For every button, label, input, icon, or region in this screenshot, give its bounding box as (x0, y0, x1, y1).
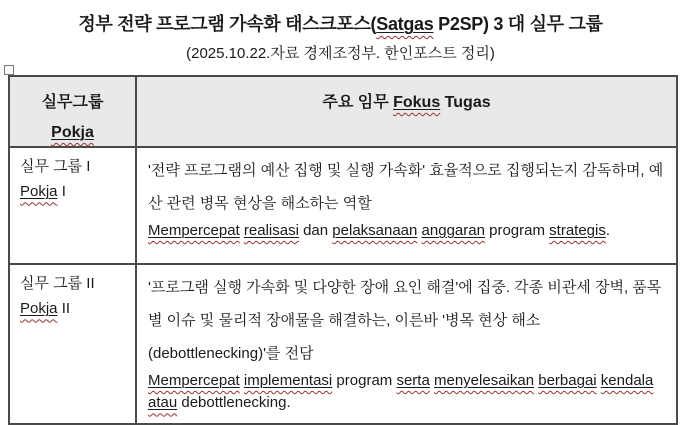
misspelled-word (51, 124, 94, 141)
misspelled-word-text: berbagai (538, 371, 597, 389)
text-run: '프로그램 실행 가속화 및 다양한 장애 요인 해결'에 집중. 각종 비관세 장벽, 품목별 이슈 및 물리적 장애물을 해결하는, 이른바 '병목 현상 해소(debottlenecking)'를 전담 (148, 278, 662, 362)
header-cell-working-group (9, 76, 136, 147)
paragraph (20, 296, 131, 322)
misspelled-word-text: Satgas (376, 14, 434, 34)
paragraph (148, 370, 668, 415)
misspelled-word-text: anggaran (421, 221, 485, 239)
paragraph (20, 179, 131, 205)
misspelled-word (393, 94, 440, 111)
text-run: . (605, 221, 611, 239)
table-move-handle[interactable] (4, 65, 14, 75)
text-run: I (57, 183, 66, 201)
paragraph (20, 154, 131, 180)
text-run: dan (298, 221, 333, 239)
misspelled-word-text: Fokus (393, 94, 441, 111)
header-cell-main-tasks (136, 76, 677, 147)
text-run: program (484, 221, 550, 239)
misspelled-word-text: Mempercepat (148, 371, 240, 389)
paragraph (148, 220, 668, 243)
table-container (8, 75, 678, 425)
misspelled-word-text: Mempercepat (148, 221, 240, 239)
paragraph (20, 271, 131, 297)
text-run: P2SP) 3 대 실무 그룹 (433, 14, 603, 34)
misspelled-word (332, 222, 417, 239)
misspelled-word (148, 372, 240, 389)
misspelled-word-text: kendala (600, 371, 654, 389)
paragraph (148, 154, 668, 220)
paragraph (148, 271, 668, 370)
misspelled-word-text: pelaksanaan (332, 221, 418, 239)
misspelled-word (376, 14, 433, 34)
misspelled-word (244, 372, 332, 389)
document-subtitle: (2025.10.22.자료 경제조정부. 한인포스트 정리) (186, 45, 495, 62)
cell-tasks-pokja-1 (136, 147, 677, 264)
misspelled-word-text: atau (148, 394, 178, 412)
misspelled-word (549, 222, 606, 239)
misspelled-word-text: implementasi (243, 371, 333, 389)
misspelled-word-text: realisasi (243, 221, 299, 239)
text-run: debottlenecking. (177, 394, 291, 412)
misspelled-word (396, 372, 429, 389)
cell-group-pokja-1 (9, 147, 136, 264)
misspelled-word-text: serta (396, 371, 430, 389)
text-run: 실무 그룹 I (20, 157, 91, 175)
paragraph (16, 85, 129, 120)
document-title (0, 10, 681, 36)
misspelled-word (422, 222, 485, 239)
document-page (0, 10, 681, 425)
misspelled-word-text: Pokja (20, 300, 58, 318)
paragraph (16, 120, 129, 146)
table-row-pokja-1 (9, 147, 677, 264)
text-run: program (332, 371, 397, 389)
misspelled-word (244, 222, 299, 239)
misspelled-word (20, 300, 58, 317)
misspelled-word (434, 372, 534, 389)
text-run: 정부 전략 프로그램 가속화 태스크포스( (78, 14, 377, 34)
text-run: Tugas (440, 94, 491, 111)
misspelled-word-text: Pokja (51, 124, 94, 142)
text-run: 실무그룹 (41, 94, 104, 111)
misspelled-word (148, 222, 240, 239)
text-run: 실무 그룹 II (20, 274, 95, 292)
text-run: II (57, 300, 71, 318)
misspelled-word (538, 372, 596, 389)
misspelled-word (601, 372, 654, 389)
misspelled-word-text: Pokja (20, 183, 58, 201)
table-header-row (9, 76, 677, 147)
misspelled-word (20, 183, 58, 200)
misspelled-word-text: strategis (549, 221, 606, 239)
text-run: 주요 임무 (322, 94, 394, 111)
misspelled-word-text: menyelesaikan (434, 371, 535, 389)
working-groups-table (8, 75, 678, 425)
paragraph (143, 85, 670, 120)
misspelled-word (148, 394, 177, 411)
text-run: '전략 프로그램의 예산 집행 및 실행 가속화' 효율적으로 집행되는지 감독하며, 예산 관련 병목 현상을 해소하는 역할 (148, 161, 664, 212)
